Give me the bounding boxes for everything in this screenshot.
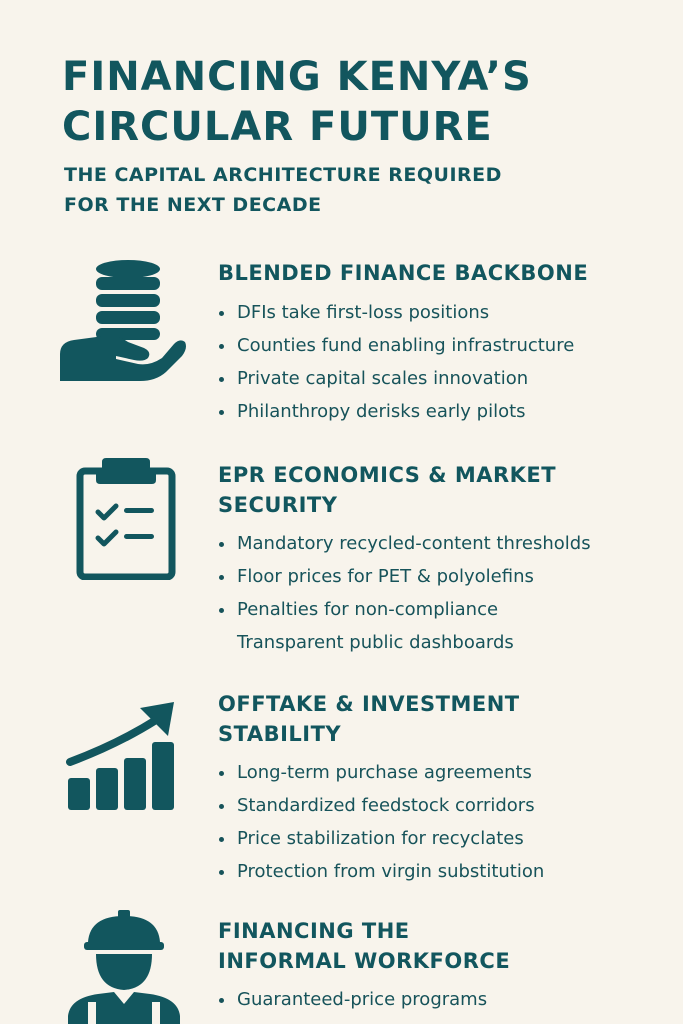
list-item bbox=[218, 362, 574, 395]
section-title-line1: FINANCING THE bbox=[218, 919, 410, 943]
page-subtitle-line2: FOR THE NEXT DECADE bbox=[64, 194, 322, 216]
list-item-text: Private capital scales innovation bbox=[237, 368, 529, 389]
bullet-dot bbox=[219, 377, 224, 382]
list-item bbox=[218, 756, 544, 789]
section-title-line2: STABILITY bbox=[218, 722, 342, 746]
bullet-dot bbox=[219, 311, 224, 316]
list-item-text: Guaranteed-price programs bbox=[237, 989, 488, 1010]
list-item bbox=[218, 855, 544, 888]
bullet-dot bbox=[219, 804, 224, 809]
list-item-text: Penalties for non-compliance bbox=[237, 599, 499, 620]
page-subtitle-line1: THE CAPITAL ARCHITECTURE REQUIRED bbox=[64, 164, 502, 186]
list-item-text: Counties fund enabling infrastructure bbox=[237, 335, 575, 356]
list-item bbox=[218, 560, 591, 593]
list-item bbox=[218, 789, 544, 822]
list-item-text: Philanthropy derisks early pilots bbox=[237, 401, 526, 422]
list-item bbox=[218, 395, 574, 428]
bullet-list bbox=[218, 983, 487, 1016]
list-item bbox=[218, 593, 591, 626]
bullet-dot bbox=[219, 575, 224, 580]
list-item bbox=[218, 983, 487, 1016]
list-item-text: Price stabilization for recyclates bbox=[237, 828, 524, 849]
list-item-text: Transparent public dashboards bbox=[237, 632, 514, 653]
hand-holding-coins-icon bbox=[58, 260, 186, 385]
page-subtitle bbox=[64, 160, 502, 220]
growth-chart-arrow-icon bbox=[66, 700, 180, 812]
page-title-line2: CIRCULAR FUTURE bbox=[62, 104, 493, 150]
section-title-line2: INFORMAL WORKFORCE bbox=[218, 949, 511, 973]
hard-hat-worker-icon bbox=[64, 908, 184, 1024]
section-title bbox=[218, 460, 556, 520]
list-item-text: Mandatory recycled-content thresholds bbox=[237, 533, 591, 554]
section-title bbox=[218, 916, 510, 976]
list-item bbox=[218, 527, 591, 560]
list-item-text: Standardized feedstock corridors bbox=[237, 795, 535, 816]
page-title bbox=[62, 52, 532, 152]
section-title bbox=[218, 258, 588, 288]
list-item-text: DFIs take first-loss positions bbox=[237, 302, 490, 323]
bullet-list bbox=[218, 296, 574, 428]
list-item bbox=[218, 822, 544, 855]
bullet-dot bbox=[219, 608, 224, 613]
list-item bbox=[218, 329, 574, 362]
clipboard-checklist-icon bbox=[76, 458, 176, 580]
section-title-line1: OFFTAKE & INVESTMENT bbox=[218, 692, 520, 716]
bullet-dot bbox=[219, 998, 224, 1003]
bullet-list bbox=[218, 756, 544, 888]
list-item-text: Floor prices for PET & polyolefins bbox=[237, 566, 534, 587]
list-item-text: Protection from virgin substitution bbox=[237, 861, 545, 882]
list-item-text: Long-term purchase agreements bbox=[237, 762, 532, 783]
bullet-dot bbox=[219, 542, 224, 547]
page-title-line1: FINANCING KENYA’S bbox=[62, 54, 532, 100]
section-title-line2: SECURITY bbox=[218, 493, 338, 517]
bullet-dot bbox=[219, 870, 224, 875]
bullet-list bbox=[218, 527, 591, 659]
bullet-dot bbox=[219, 771, 224, 776]
bullet-dot bbox=[219, 837, 224, 842]
list-item bbox=[218, 626, 591, 659]
list-item bbox=[218, 296, 574, 329]
section-title-line1: BLENDED FINANCE BACKBONE bbox=[218, 261, 589, 285]
bullet-dot bbox=[219, 410, 224, 415]
bullet-dot bbox=[219, 344, 224, 349]
section-title-line1: EPR ECONOMICS & MARKET bbox=[218, 463, 557, 487]
section-title bbox=[218, 689, 520, 749]
